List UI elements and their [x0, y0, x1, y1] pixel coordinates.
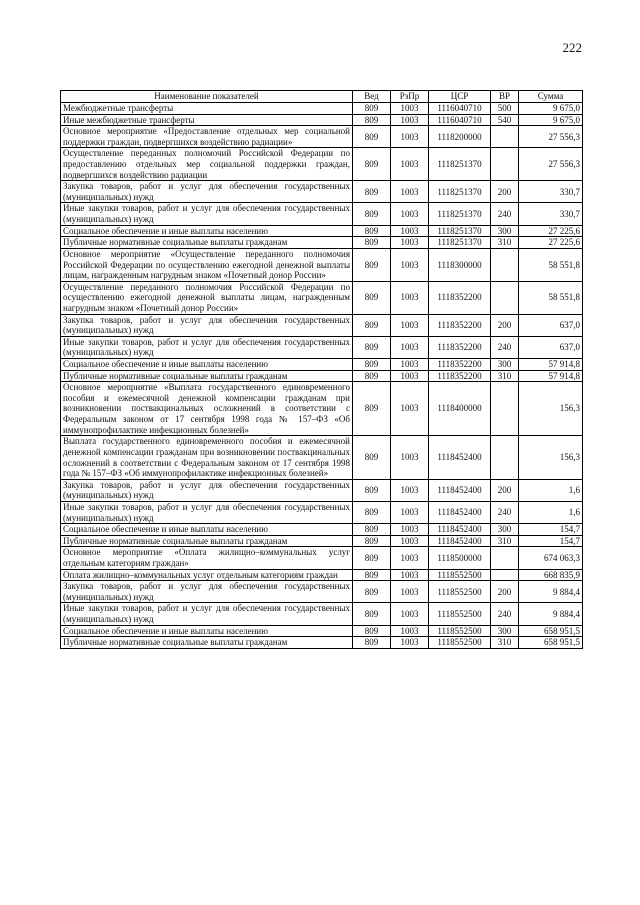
cell-vr: [491, 126, 519, 148]
table-row: [61, 203, 583, 225]
table-row: [61, 581, 583, 603]
table-row: [61, 603, 583, 625]
table-row: [61, 314, 583, 336]
cell-sum: 9 884,4: [519, 603, 583, 625]
header-ved: Вед: [353, 91, 391, 103]
cell-vr: 240: [491, 501, 519, 523]
cell-name: Межбюджетные трансферты: [61, 103, 353, 115]
cell-rzpr: 1003: [391, 581, 429, 603]
cell-ved: 809: [353, 382, 391, 436]
table-row: [61, 547, 583, 569]
cell-ved: 809: [353, 314, 391, 336]
cell-sum: 9 675,0: [519, 114, 583, 126]
cell-name: Оплата жилищно–коммунальных услуг отдельным категориям граждан: [61, 569, 353, 581]
cell-rzpr: 1003: [391, 501, 429, 523]
cell-sum: 9 884,4: [519, 581, 583, 603]
cell-rzpr: 1003: [391, 382, 429, 436]
cell-rzpr: 1003: [391, 637, 429, 649]
cell-vr: 310: [491, 535, 519, 547]
cell-ved: 809: [353, 535, 391, 547]
cell-name: Основное мероприятие «Оплата жилищно–коммунальных услуг отдельным категориям граждан»: [61, 547, 353, 569]
cell-name: Социальное обеспечение и иные выплаты населению: [61, 225, 353, 237]
cell-name: Осуществление переданного полномочия Российской Федерации по осуществлению ежегодной денежной выплаты лицам, награжденным нагрудным знаком «Почетный донор России»: [61, 281, 353, 314]
table-row: [61, 336, 583, 358]
cell-name: Иные закупки товаров, работ и услуг для обеспечения государственных (муниципальных) нужд: [61, 603, 353, 625]
cell-ved: 809: [353, 479, 391, 501]
cell-ved: 809: [353, 359, 391, 371]
cell-vr: [491, 382, 519, 436]
cell-ved: 809: [353, 114, 391, 126]
cell-csr: 1118352200: [429, 281, 491, 314]
cell-name: Социальное обеспечение и иные выплаты населению: [61, 625, 353, 637]
cell-sum: 57 914,8: [519, 359, 583, 371]
cell-rzpr: 1003: [391, 225, 429, 237]
cell-ved: 809: [353, 181, 391, 203]
cell-rzpr: 1003: [391, 237, 429, 249]
cell-sum: 330,7: [519, 203, 583, 225]
cell-csr: 1118352200: [429, 359, 491, 371]
cell-rzpr: 1003: [391, 524, 429, 536]
cell-vr: 240: [491, 603, 519, 625]
table-row: [61, 359, 583, 371]
cell-csr: 1118552500: [429, 581, 491, 603]
header-vr: ВР: [491, 91, 519, 103]
cell-sum: 27 225,6: [519, 237, 583, 249]
cell-sum: 27 556,3: [519, 148, 583, 181]
cell-csr: 1118452400: [429, 436, 491, 479]
cell-ved: 809: [353, 603, 391, 625]
cell-vr: 300: [491, 524, 519, 536]
cell-vr: 240: [491, 203, 519, 225]
cell-name: Социальное обеспечение и иные выплаты населению: [61, 524, 353, 536]
cell-sum: 330,7: [519, 181, 583, 203]
cell-sum: 9 675,0: [519, 103, 583, 115]
table-row: [61, 225, 583, 237]
table-row: [61, 281, 583, 314]
cell-vr: 300: [491, 625, 519, 637]
cell-vr: 300: [491, 359, 519, 371]
cell-rzpr: 1003: [391, 535, 429, 547]
cell-csr: 1118452400: [429, 524, 491, 536]
cell-sum: 156,3: [519, 382, 583, 436]
cell-rzpr: 1003: [391, 148, 429, 181]
cell-ved: 809: [353, 203, 391, 225]
cell-csr: 1118452400: [429, 501, 491, 523]
cell-csr: 1116040710: [429, 103, 491, 115]
table-row: [61, 524, 583, 536]
cell-csr: 1118500000: [429, 547, 491, 569]
cell-sum: 58 551,8: [519, 248, 583, 281]
cell-csr: 1118400000: [429, 382, 491, 436]
cell-csr: 1118251370: [429, 225, 491, 237]
cell-name: Социальное обеспечение и иные выплаты населению: [61, 359, 353, 371]
table-row: [61, 181, 583, 203]
header-name: Наименование показателей: [61, 91, 353, 103]
cell-sum: 658 951,5: [519, 625, 583, 637]
cell-vr: 310: [491, 237, 519, 249]
cell-ved: 809: [353, 225, 391, 237]
cell-sum: 658 951,5: [519, 637, 583, 649]
cell-ved: 809: [353, 581, 391, 603]
cell-vr: [491, 281, 519, 314]
cell-ved: 809: [353, 281, 391, 314]
cell-rzpr: 1003: [391, 314, 429, 336]
cell-name: Основное мероприятие «Выплата государственного единовременного пособия и ежемесячной денежной компенсации гражданам при возникновении поствакцинальных осложнений в соответствии с Федеральным законом от 17 сентября 1998 года № 157–ФЗ «Об иммунопрофилактике инфекционных болезней»: [61, 382, 353, 436]
table-row: [61, 370, 583, 382]
cell-vr: 240: [491, 336, 519, 358]
cell-csr: 1118251370: [429, 181, 491, 203]
table-row: [61, 248, 583, 281]
header-sum: Сумма: [519, 91, 583, 103]
cell-rzpr: 1003: [391, 181, 429, 203]
table-row: [61, 103, 583, 115]
cell-sum: 674 063,3: [519, 547, 583, 569]
cell-name: Закупка товаров, работ и услуг для обеспечения государственных (муниципальных) нужд: [61, 314, 353, 336]
cell-rzpr: 1003: [391, 547, 429, 569]
cell-rzpr: 1003: [391, 625, 429, 637]
cell-vr: 200: [491, 581, 519, 603]
cell-sum: 27 225,6: [519, 225, 583, 237]
cell-ved: 809: [353, 637, 391, 649]
table-row: [61, 114, 583, 126]
cell-name: Основное мероприятие «Осуществление переданного полномочия Российской Федерации по осуществлению ежегодной денежной выплаты лицам, награжденным нагрудным знаком «Почетный донор России»: [61, 248, 353, 281]
cell-ved: 809: [353, 126, 391, 148]
table-row: [61, 237, 583, 249]
cell-rzpr: 1003: [391, 479, 429, 501]
cell-name: Иные межбюджетные трансферты: [61, 114, 353, 126]
cell-ved: 809: [353, 569, 391, 581]
cell-vr: 540: [491, 114, 519, 126]
table-row: [61, 126, 583, 148]
cell-vr: 310: [491, 370, 519, 382]
cell-name: Закупка товаров, работ и услуг для обеспечения государственных (муниципальных) нужд: [61, 581, 353, 603]
cell-vr: [491, 248, 519, 281]
cell-vr: [491, 547, 519, 569]
table-row: [61, 479, 583, 501]
cell-rzpr: 1003: [391, 569, 429, 581]
table-row: [61, 382, 583, 436]
cell-csr: 1118300000: [429, 248, 491, 281]
cell-ved: 809: [353, 625, 391, 637]
cell-ved: 809: [353, 248, 391, 281]
cell-name: Иные закупки товаров, работ и услуг для обеспечения государственных (муниципальных) нужд: [61, 501, 353, 523]
cell-rzpr: 1003: [391, 126, 429, 148]
header-csr: ЦСР: [429, 91, 491, 103]
cell-rzpr: 1003: [391, 603, 429, 625]
header-row: [61, 91, 583, 103]
cell-csr: 1118200000: [429, 126, 491, 148]
cell-ved: 809: [353, 524, 391, 536]
cell-ved: 809: [353, 547, 391, 569]
cell-sum: 27 556,3: [519, 126, 583, 148]
cell-sum: 1,6: [519, 479, 583, 501]
cell-sum: 1,6: [519, 501, 583, 523]
table-row: [61, 637, 583, 649]
cell-name: Публичные нормативные социальные выплаты гражданам: [61, 370, 353, 382]
cell-name: Публичные нормативные социальные выплаты гражданам: [61, 237, 353, 249]
cell-vr: [491, 436, 519, 479]
cell-csr: 1118452400: [429, 479, 491, 501]
cell-name: Иные закупки товаров, работ и услуг для обеспечения государственных (муниципальных) нужд: [61, 336, 353, 358]
cell-name: Основное мероприятие «Предоставление отдельных мер социальной поддержки граждан, подвергшихся воздействию радиации»: [61, 126, 353, 148]
cell-sum: 156,3: [519, 436, 583, 479]
cell-rzpr: 1003: [391, 370, 429, 382]
cell-vr: 300: [491, 225, 519, 237]
cell-vr: 200: [491, 479, 519, 501]
cell-name: Иные закупки товаров, работ и услуг для обеспечения государственных (муниципальных) нужд: [61, 203, 353, 225]
table-row: [61, 625, 583, 637]
cell-csr: 1118352200: [429, 336, 491, 358]
cell-csr: 1118352200: [429, 314, 491, 336]
cell-ved: 809: [353, 336, 391, 358]
cell-rzpr: 1003: [391, 114, 429, 126]
cell-vr: 310: [491, 637, 519, 649]
cell-csr: 1118552500: [429, 625, 491, 637]
cell-sum: 637,0: [519, 314, 583, 336]
cell-ved: 809: [353, 103, 391, 115]
cell-name: Публичные нормативные социальные выплаты гражданам: [61, 637, 353, 649]
cell-vr: [491, 569, 519, 581]
cell-rzpr: 1003: [391, 436, 429, 479]
cell-vr: 500: [491, 103, 519, 115]
cell-vr: 200: [491, 181, 519, 203]
cell-sum: 57 914,8: [519, 370, 583, 382]
cell-name: Публичные нормативные социальные выплаты гражданам: [61, 535, 353, 547]
cell-name: Выплата государственного единовременного пособия и ежемесячной денежной компенсации гражданам при возникновении поствакцинальных осложнений в соответствии с Федеральным законом от 17 сентября 1998 года № 157–ФЗ «Об иммунопрофилактике инфекционных болезней»: [61, 436, 353, 479]
cell-ved: 809: [353, 501, 391, 523]
page-number: 222: [562, 40, 582, 55]
table-row: [61, 148, 583, 181]
cell-sum: 154,7: [519, 535, 583, 547]
cell-sum: 668 835,9: [519, 569, 583, 581]
cell-ved: 809: [353, 237, 391, 249]
cell-vr: 200: [491, 314, 519, 336]
header-rzpr: РзПр: [391, 91, 429, 103]
cell-csr: 1118552500: [429, 603, 491, 625]
cell-name: Осуществление переданных полномочий Российской Федерации по предоставлению отдельных мер социальной поддержки граждан, подвергшихся воздействию радиации: [61, 148, 353, 181]
table-body: [61, 103, 583, 649]
cell-vr: [491, 148, 519, 181]
cell-ved: 809: [353, 370, 391, 382]
cell-csr: 1118452400: [429, 535, 491, 547]
table-row: [61, 501, 583, 523]
cell-sum: 154,7: [519, 524, 583, 536]
table-row: [61, 436, 583, 479]
cell-sum: 58 551,8: [519, 281, 583, 314]
cell-name: Закупка товаров, работ и услуг для обеспечения государственных (муниципальных) нужд: [61, 479, 353, 501]
cell-csr: 1118552500: [429, 569, 491, 581]
cell-csr: 1118552500: [429, 637, 491, 649]
table-row: [61, 569, 583, 581]
cell-name: Закупка товаров, работ и услуг для обеспечения государственных (муниципальных) нужд: [61, 181, 353, 203]
table-row: [61, 535, 583, 547]
cell-rzpr: 1003: [391, 203, 429, 225]
cell-rzpr: 1003: [391, 103, 429, 115]
cell-rzpr: 1003: [391, 281, 429, 314]
cell-csr: 1118251370: [429, 237, 491, 249]
cell-sum: 637,0: [519, 336, 583, 358]
cell-rzpr: 1003: [391, 336, 429, 358]
cell-rzpr: 1003: [391, 248, 429, 281]
cell-csr: 1116040710: [429, 114, 491, 126]
cell-csr: 1118352200: [429, 370, 491, 382]
cell-csr: 1118251370: [429, 203, 491, 225]
cell-csr: 1118251370: [429, 148, 491, 181]
cell-ved: 809: [353, 436, 391, 479]
budget-table: [60, 90, 583, 649]
cell-rzpr: 1003: [391, 359, 429, 371]
cell-ved: 809: [353, 148, 391, 181]
